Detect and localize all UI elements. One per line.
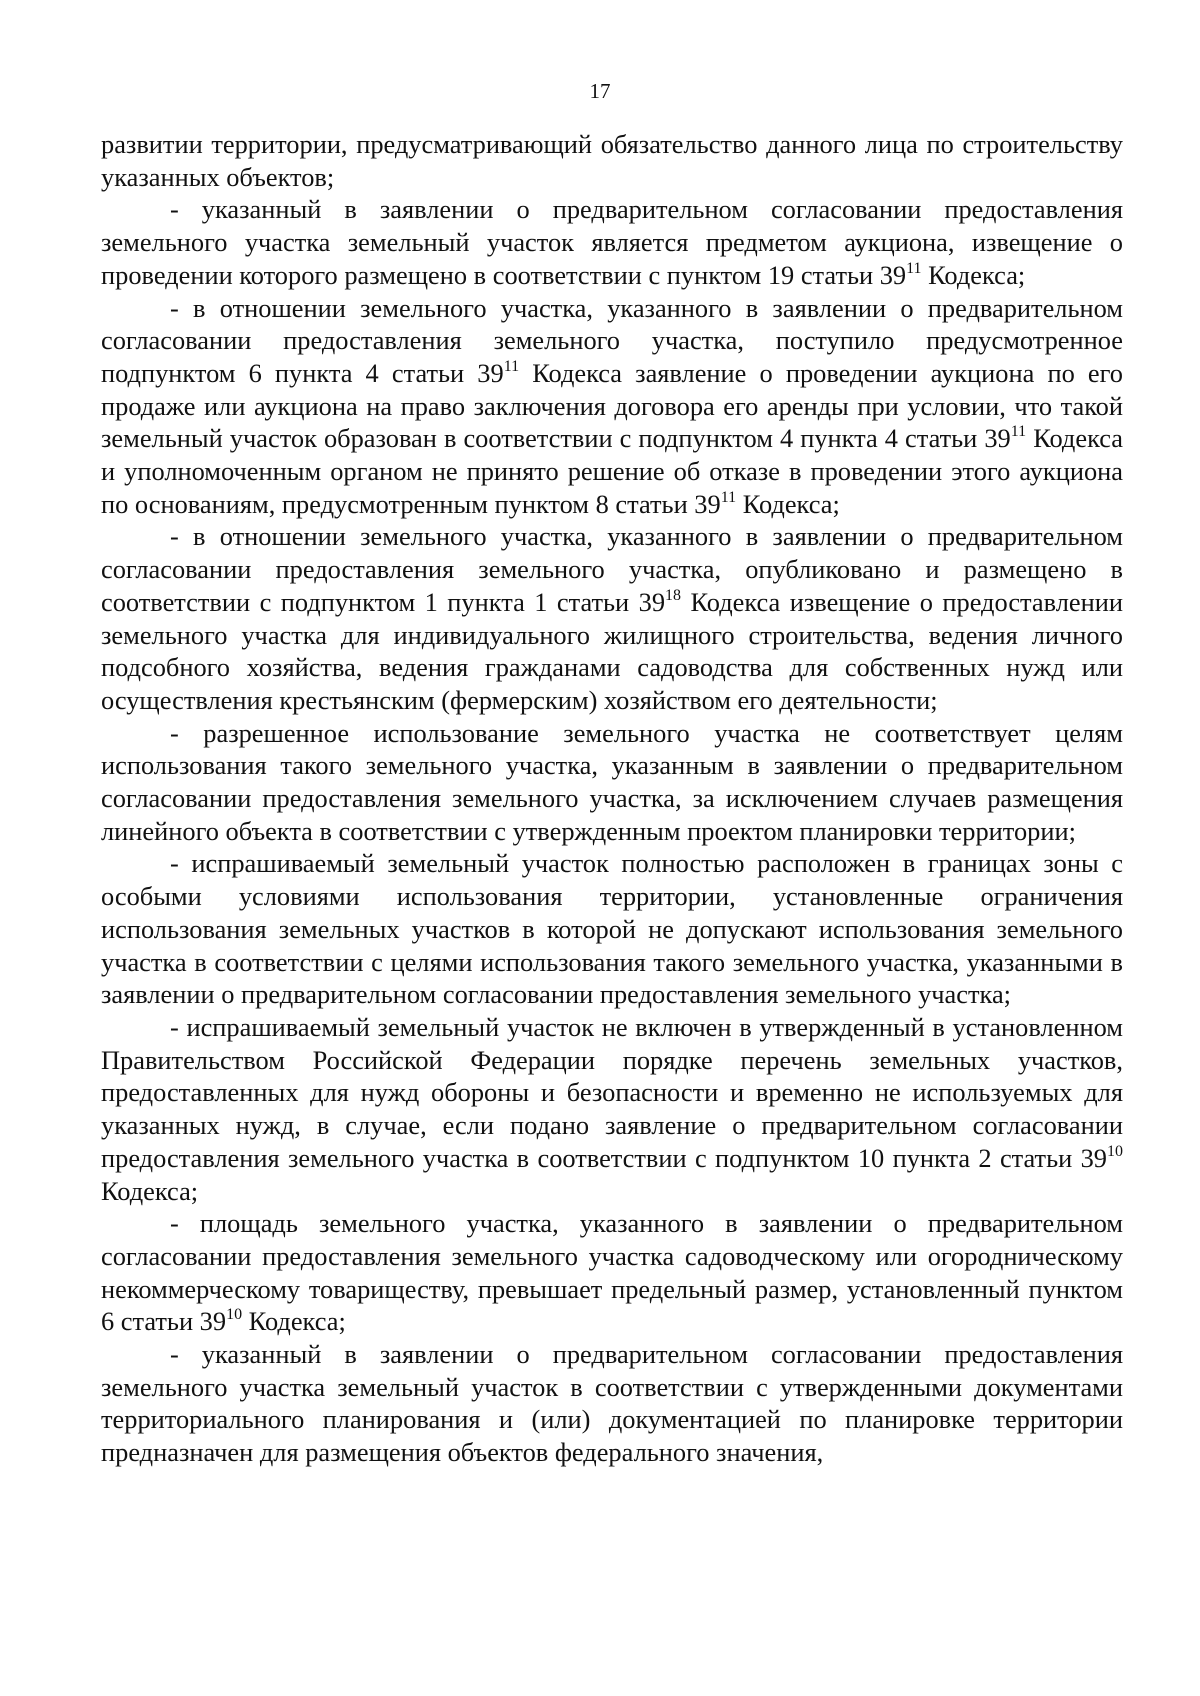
superscript: 11 [906, 259, 922, 277]
paragraph-4 [101, 520, 1123, 716]
text-fragment: развитии территории, предусматривающий обязательство данного лица по строительству указанных объектов; [101, 129, 1123, 192]
text-fragment: - разрешенное использование земельного участка не соответствует целям использования такого земельного участка, указанным в заявлении о предварительном согласовании предоставления земельного участка, за исключением случаев размещения линейного объекта в соответствии с утвержденным проектом планировки территории; [101, 717, 1123, 846]
paragraph-3 [101, 292, 1123, 521]
text-fragment: Кодекса; [242, 1306, 346, 1337]
text-fragment: Кодекса заявление о проведении аукциона по его продаже или аукциона на право заключения договора его аренды при условии, что такой земельный участок образован в соответствии с подпунктом 4 пункта 4 статьи 39 [101, 357, 1123, 454]
paragraph-8 [101, 1207, 1123, 1338]
paragraph-2 [101, 193, 1123, 291]
paragraph-5 [101, 717, 1123, 848]
paragraph-9 [101, 1338, 1123, 1469]
paragraph-7 [101, 1011, 1123, 1207]
text-fragment: - указанный в заявлении о предварительном согласовании предоставления земельного участка земельный участок в соответствии с утвержденными документами территориального планирования и (или) документацией по планировке территории предназначен для размещения объектов федерального значения, [101, 1339, 1123, 1468]
text-fragment: - испрашиваемый земельный участок не включен в утвержденный в установленном Правительством Российской Федерации порядке перечень земельных участков, предоставленных для нужд обороны и безопасности и временно не используемых для указанных нужд, в случае, если подано заявление о предварительном согласовании предоставления земельного участка в соответствии с подпунктом 10 пункта 2 статьи 39 [101, 1011, 1123, 1173]
superscript: 10 [1107, 1142, 1123, 1160]
text-fragment: - в отношении земельного участка, указанного в заявлении о предварительном согласовании предоставления земельного участка, опубликовано и размещено в соответствии с подпунктом 1 пункта 1 статьи 39 [101, 521, 1123, 617]
superscript: 11 [720, 488, 737, 506]
text-fragment: - испрашиваемый земельный участок полностью расположен в границах зоны с особыми условиями использования территории, установленные ограничения использования земельных участков в которой не допускают использования земельного участка в соответствии с целями использования такого земельного участка, указанными в заявлении о предварительном согласовании предоставления земельного участка; [101, 848, 1123, 1010]
text-fragment: Кодекса; [921, 259, 1026, 290]
paragraph-6 [101, 847, 1123, 1011]
text-fragment: Кодекса и уполномоченным органом не принято решение об отказе в проведении этого аукциона по основаниям, предусмотренным пунктом 8 статьи 39 [101, 423, 1123, 519]
page-number: 17 [589, 79, 611, 103]
superscript: 11 [1010, 423, 1027, 441]
text-fragment: - указанный в заявлении о предварительном согласовании предоставления земельного участка земельный участок является предметом аукциона, извещение о проведении которого размещено в соответствии с пунктом 19 статьи 39 [101, 194, 1123, 290]
text-fragment: - в отношении земельного участка, указанного в заявлении о предварительном согласовании предоставления земельного участка, поступило предусмотренное подпунктом 6 пункта 4 статьи 39 [101, 292, 1123, 388]
text-fragment: Кодекса; [101, 1175, 199, 1206]
superscript: 18 [665, 586, 682, 604]
paragraph-1 [101, 128, 1123, 193]
text-fragment: Кодекса извещение о предоставлении земельного участка для индивидуального жилищного строительства, ведения личного подсобного хозяйства, ведения гражданами садоводства для собственных нужд или осуществления крестьянским (фермерским) хозяйством его деятельности; [101, 586, 1123, 715]
text-fragment: Кодекса; [736, 488, 840, 519]
text-fragment: - площадь земельного участка, указанного в заявлении о предварительном согласовании предоставления земельного участка садоводческому или огородническому некоммерческому товариществу, превышает предельный размер, установленный пунктом 6 статьи 39 [101, 1208, 1123, 1337]
superscript: 11 [503, 357, 520, 375]
document-body [101, 128, 1123, 1469]
superscript: 10 [226, 1306, 243, 1324]
